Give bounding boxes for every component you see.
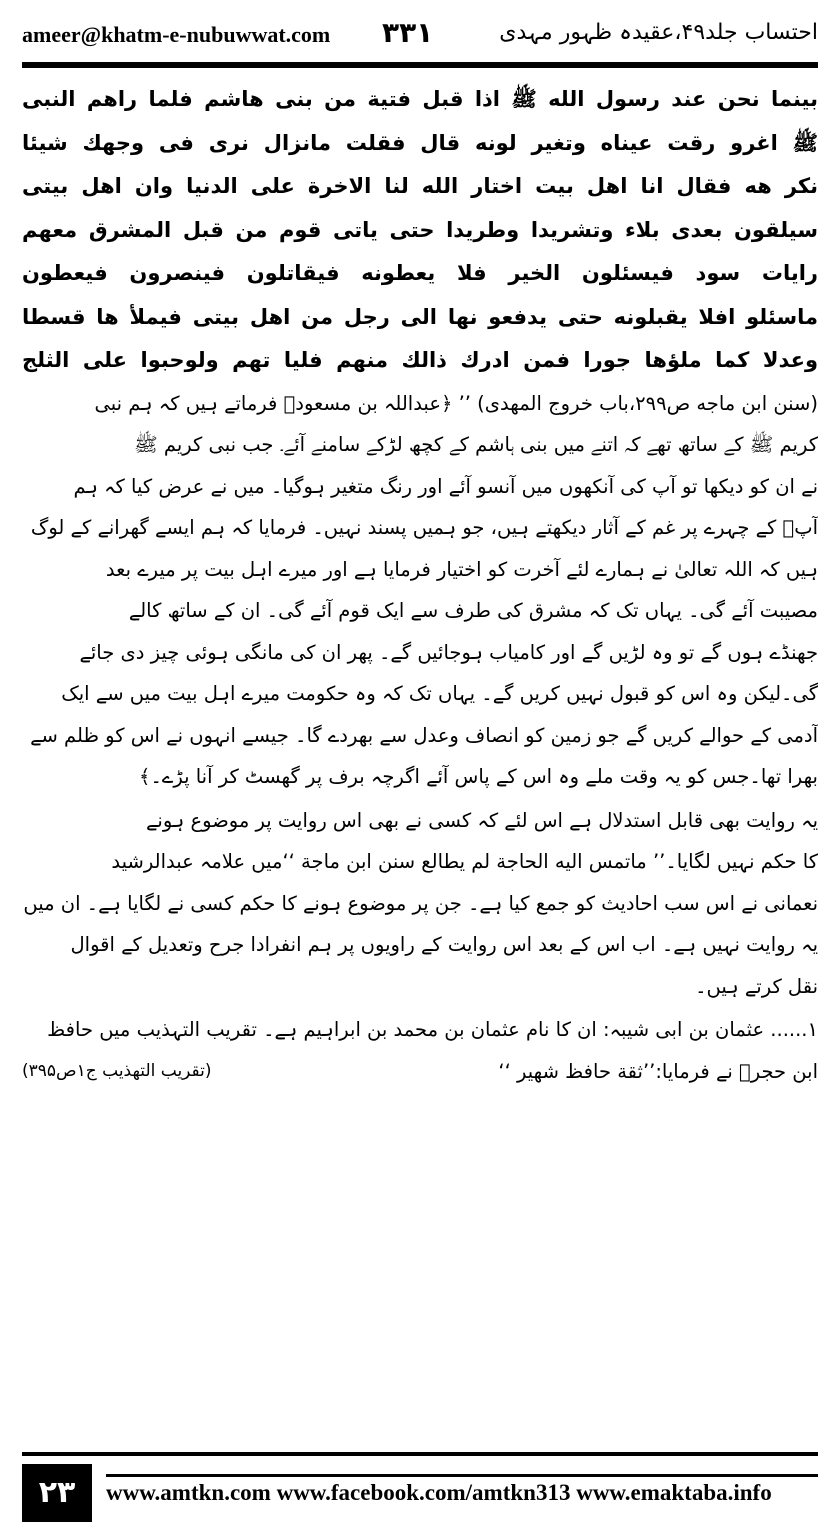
footnote-quote: ابن حجرؒ نے فرمایا:’’ثقة حافظ شهیر ‘‘ bbox=[498, 1059, 818, 1083]
footer-links: www.amtkn.com www.facebook.com/amtkn313 www.emaktaba.info bbox=[106, 1480, 772, 1505]
arabic-line: بینما نحن عند رسول الله ﷺ اذا قبل فتیة من بنی هاشم فلما راهم النبی bbox=[22, 87, 818, 111]
urdu-line: نقل کرتے ہیں۔ bbox=[695, 974, 818, 998]
page-header bbox=[22, 16, 818, 56]
arabic-line: ﷺ اغرو رقت عیناه وتغیر لونه قال فقلت مانزال نری فی وجهك شیئا bbox=[22, 130, 818, 155]
urdu-line: ہیں کہ اللہ تعالیٰ نے ہمارے لئے آخرت کو اختیار فرمایا ہے اور میرے اہل بیت پر میرے بعد bbox=[105, 557, 818, 581]
footer-rule bbox=[22, 1452, 818, 1456]
urdu-line: (سنن ابن ماجه ص۲۹۹،باب خروج المهدی) ’’ ﴿عبداللہ بن مسعودؓ فرماتے ہیں کہ ہم نبی bbox=[94, 391, 818, 415]
urdu-line: یہ روایت بھی قابل استدلال ہے اس لئے کہ کسی نے بھی اس روایت پر موضوع ہونے bbox=[145, 808, 818, 832]
urdu-translation bbox=[22, 383, 818, 798]
urdu-line: آپؐ کے چہرے پر غم کے آثار دیکھتے ہیں، جو ہمیں پسند نہیں۔ فرمایا کہ ہم ایسے گھرانے کے لوگ bbox=[30, 516, 818, 539]
urdu-line: کریم ﷺ کے ساتھ تھے کہ اتنے میں بنی ہاشم کے کچھ لڑکے سامنے آئے۔ جب نبی کریم ﷺ bbox=[134, 433, 818, 456]
header-title: احتساب جلد۴۹،عقیدہ ظہور مہدی bbox=[499, 20, 818, 45]
arabic-hadith-text bbox=[22, 78, 818, 383]
narrator-footnote bbox=[22, 1009, 818, 1092]
page-body bbox=[22, 78, 818, 1448]
arabic-line: نکر هه فقال انا اهل بیت اختار الله لنا الاخرة علی الدنیا وان اهل بیتی bbox=[22, 174, 818, 198]
urdu-line: نعمانی نے اس سب احادیث کو جمع کیا ہے۔ جن پر موضوع ہونے کا حکم کسی نے لگایا ہے۔ ان میں bbox=[23, 891, 818, 915]
arabic-line: ماسئلو افلا یقبلونه حتی یدفعو نها الی رجل من اهل بیتی فیملأ ها قسطا bbox=[22, 304, 818, 329]
footer-link-rule bbox=[106, 1474, 818, 1477]
urdu-line: جھنڈے ہوں گے تو وہ لڑیں گے اور کامیاب ہوجائیں گے۔ پھر ان کی مانگی ہوئی چیز دی جائے bbox=[79, 640, 818, 664]
header-email: ameer@khatm-e-nubuwwat.com bbox=[22, 22, 331, 47]
header-rule bbox=[22, 62, 818, 68]
footnote-line-2 bbox=[22, 1051, 818, 1093]
urdu-line: گی۔لیکن وہ اس کو قبول نہیں کریں گے۔ یہاں تک کہ وہ حکومت میرے اہل بیت میں سے ایک bbox=[61, 682, 818, 705]
urdu-line: مصیبت آئے گی۔ یہاں تک کہ مشرق کی طرف سے ایک قوم آئے گی۔ ان کے ساتھ کالے bbox=[128, 599, 818, 622]
arabic-line: رایات سود فیسئلون الخیر فلا یعطونه فیقاتلون فینصرون فیعطون bbox=[22, 261, 818, 285]
page-footer bbox=[22, 1452, 818, 1530]
footer-page-number: ۲۳ bbox=[22, 1464, 92, 1522]
urdu-line: کا حکم نہیں لگایا۔’’ ماتمس الیه الحاجة لم یطالع سنن ابن ماجة ‘‘میں علامہ عبدالرشید bbox=[111, 850, 818, 873]
header-page-number: ۳۳۱ bbox=[382, 16, 434, 49]
arabic-line: سیلقون بعدی بلاء وتشریدا وطریدا حتی یاتی قوم من قبل المشرق معهم bbox=[22, 217, 818, 242]
urdu-line: بھرا تھا۔جس کو یہ وقت ملے وہ اس کے پاس آئے اگرچہ برف پر گھسٹ کر آنا پڑے۔﴾ bbox=[139, 765, 818, 788]
urdu-line: نے ان کو دیکھا تو آپ کی آنکھوں میں آنسو آئے اور رنگ متغیر ہوگیا۔ میں نے عرض کیا کہ ہم bbox=[73, 474, 818, 498]
footnote-line: ۱...... عثمان بن ابی شیبہ: ان کا نام عثمان بن محمد بن ابراہیم ہے۔ تقریب التہذیب میں حافظ bbox=[47, 1018, 818, 1041]
footnote-reference: (تقریب التهذیب ج۱ص۳۹۵) bbox=[22, 1060, 212, 1081]
urdu-commentary bbox=[22, 800, 818, 1008]
urdu-line: یہ روایت نہیں ہے۔ اب اس کے بعد اس روایت کے راویوں پر ہم انفرادا جرح وتعدیل کے اقوال bbox=[70, 933, 818, 956]
arabic-line: وعدلا کما ملؤها جورا فمن ادرك ذالك منهم فلیا تهم ولوحبوا علی الثلج bbox=[22, 348, 818, 372]
urdu-line: آدمی کے حوالے کریں گے جو زمین کو انصاف وعدل سے بھردے گا۔ جیسے انہوں نے اس کو ظلم سے bbox=[30, 723, 818, 747]
